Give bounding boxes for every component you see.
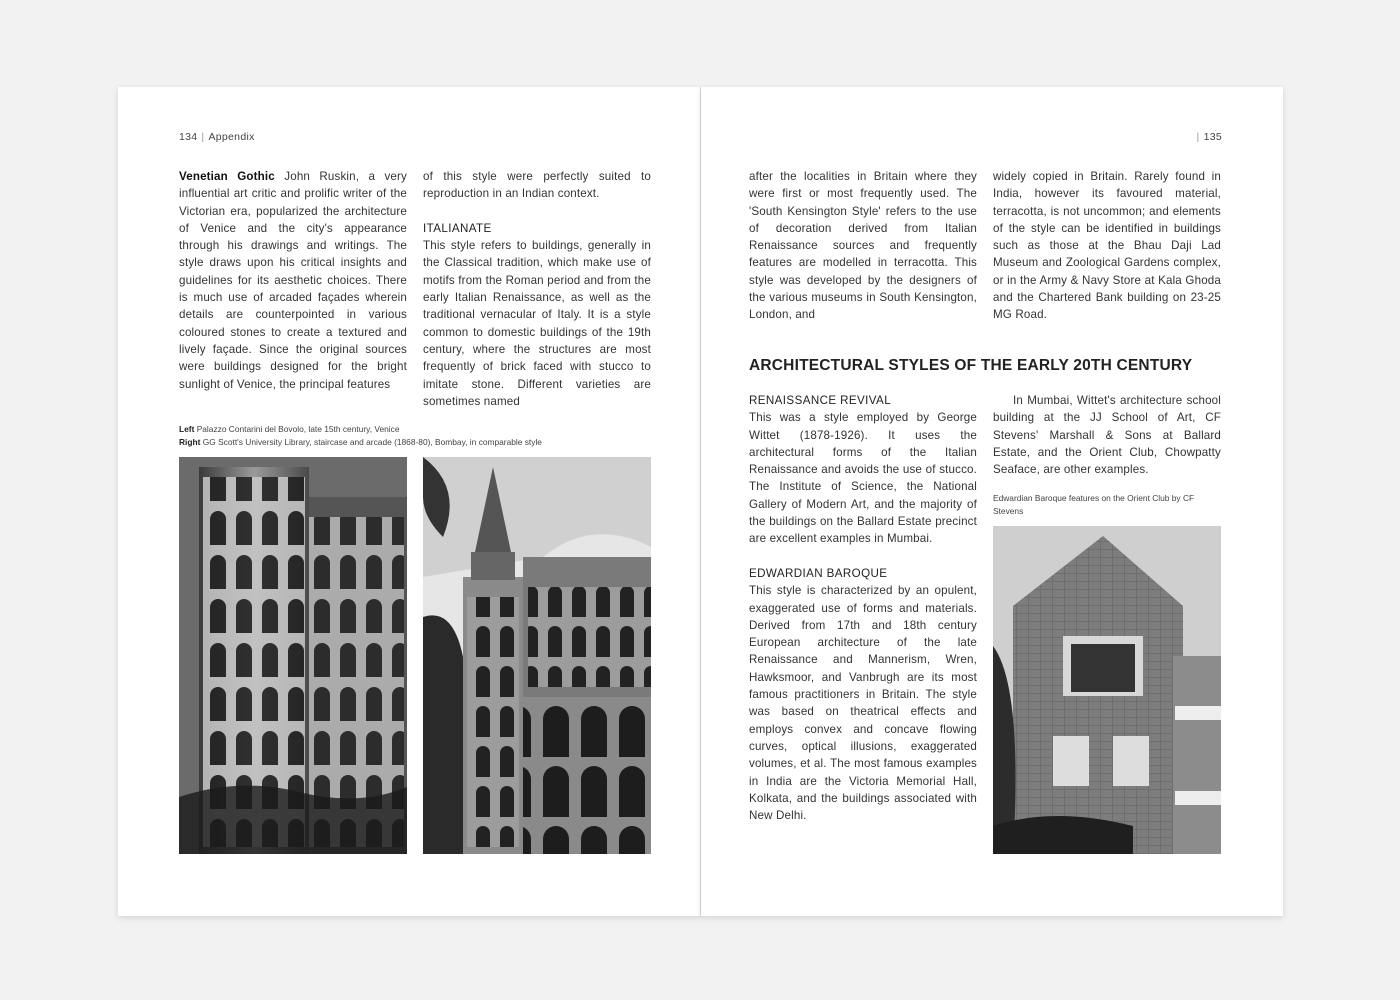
edwardian-baroque-text: This style is characterized by an opulent, exaggerated use of forms and materials. Derived from 17th and 18th century European architecture of the late Renaissance and Mannerism, Wren, Hawksmoor, and Vanbrugh are its most famous practitioners in Britain. The style was based on theatrical effects and employs convex and concave flowing curves, optical illusions, exaggerated volumes, et al. The most famous examples in India are the Victoria Memorial Hall, Kolkata, and the buildings associated with New Delhi. xyxy=(749,584,977,823)
italianate-continued: after the localities in Britain where they were first or most frequently used. The 'South Kensington Style' refers to the use of decoration derived from Italian Renaissance sources and frequently features are modelled in terracotta. This style was developed by the designers of the various museums in South Kensington, London, and xyxy=(749,170,977,322)
venetian-gothic-lead: Venetian Gothic xyxy=(179,170,275,183)
right-column-2-bottom xyxy=(993,392,1221,478)
edwardian-baroque-heading: EDWARDIAN BAROQUE xyxy=(749,566,888,580)
right-column-2-top xyxy=(993,168,1221,324)
italianate-heading: ITALIANATE xyxy=(423,221,492,235)
page-folio: 134 | Appendix xyxy=(179,131,255,143)
page-number: 135 xyxy=(1203,131,1222,143)
photo-orient-club xyxy=(993,526,1221,854)
right-column-1-top xyxy=(749,168,977,324)
photo-palazzo-bovolo xyxy=(179,457,407,854)
page-number: 134 xyxy=(179,131,198,143)
left-column-1 xyxy=(179,168,407,393)
photo-caption xyxy=(179,423,542,449)
left-page xyxy=(118,87,701,916)
right-page xyxy=(701,87,1283,916)
caption-right-text: GG Scott's University Library, staircase and arcade (1868-80), Bombay, in comparable style xyxy=(202,437,542,447)
right-column-1-bottom xyxy=(749,392,977,824)
caption-right-label: Right xyxy=(179,437,201,447)
renaissance-revival-text: This was a style employed by George Wittet (1878-1926). It uses the architectural forms of the Italian Renaissance and avoids the use of stucco. The Institute of Science, the National Gallery of Modern Art, and the majority of the buildings on the Ballard Estate precinct are excellent examples in Mumbai. xyxy=(749,411,977,546)
section-name: Appendix xyxy=(208,131,255,143)
italianate-text: This style refers to buildings, generally in the Classical tradition, which make use of motifs from the Roman period and from the early Italian Renaissance, as well as the traditional vernacular of Italy. It is a style common to domestic buildings of the 19th century, where the structures are most frequently of brick faced with stucco to imitate stone. Different varieties are sometimes named xyxy=(423,239,651,408)
venetian-gothic-continued: of this style were perfectly suited to reproduction in an Indian context. xyxy=(423,170,651,201)
photo-university-library xyxy=(423,457,651,854)
photo-caption xyxy=(993,492,1223,518)
renaissance-revival-heading: RENAISSANCE REVIVAL xyxy=(749,394,892,407)
caption-left-label: Left xyxy=(179,424,195,434)
section-heading: ARCHITECTURAL STYLES OF THE EARLY 20TH CENTURY xyxy=(749,357,1193,374)
venetian-gothic-text: John Ruskin, a very influential art critic and prolific writer of the Victorian era, popularized the architecture of Venice and the city's appearance through his drawings and writings. The style draws upon his critical insights and guidelines for its aesthetic choices. There is much use of arcaded façades wherein details are counterpointed in various coloured stones to create a textured and lively façade. Since the original sources were buildings designed for the bright sunlight of Venice, the principal features xyxy=(179,170,407,391)
left-column-2 xyxy=(423,168,651,410)
orient-club-caption: Edwardian Baroque features on the Orient Club by CF Stevens xyxy=(993,493,1195,516)
caption-left-text: Palazzo Contarini del Bovolo, late 15th century, Venice xyxy=(196,424,400,434)
page-folio: | 135 xyxy=(1196,131,1222,143)
mumbai-examples-text: In Mumbai, Wittet's architecture school building at the JJ School of Art, CF Stevens' Marshall & Sons at Ballard Estate, and the Orient Club, Chowpatty Seaface, are other examples. xyxy=(993,394,1221,477)
italianate-continued-2: widely copied in Britain. Rarely found in India, however its favoured material, terracotta, is not uncommon; and elements of the style can be identified in buildings such as those at the Bhau Daji Lad Museum and Zoological Gardens complex, or in the Army & Navy Store at Kala Ghoda and the Chartered Bank building on 23-25 MG Road. xyxy=(993,170,1221,322)
